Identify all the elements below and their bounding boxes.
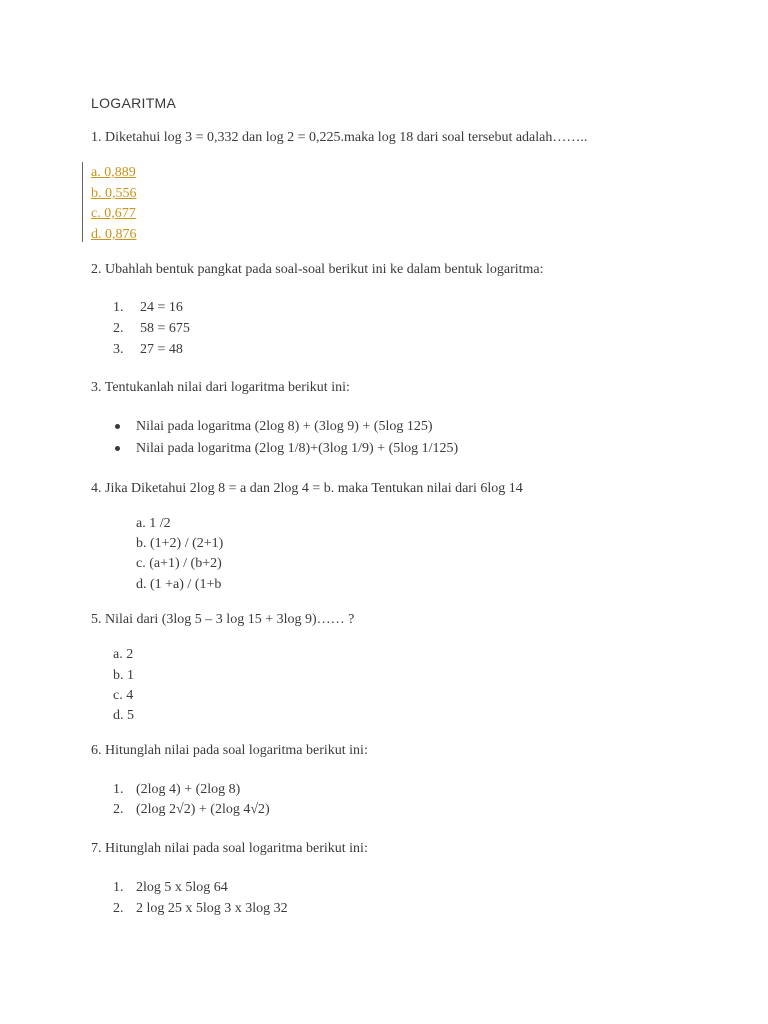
q1-option-c-link[interactable]: c. 0,677: [91, 206, 136, 221]
q2-item-number: 2.: [113, 321, 124, 336]
bullet-icon: [115, 446, 120, 451]
page-title: LOGARITMA: [91, 95, 177, 111]
question-4: 4. Jika Diketahui 2log 8 = a dan 2log 4 = b. maka Tentukan nilai dari 6log 14: [91, 481, 523, 496]
q4-option: c. (a+1) / (b+2): [136, 556, 222, 571]
question-1: 1. Diketahui log 3 = 0,332 dan log 2 = 0,225.maka log 18 dari soal tersebut adalah……..: [91, 130, 588, 145]
q5-option: d. 5: [113, 708, 134, 723]
q4-option: d. (1 +a) / (1+b: [136, 577, 222, 592]
question-7: 7. Hitunglah nilai pada soal logaritma berikut ini:: [91, 841, 368, 856]
q1-option-b-link[interactable]: b. 0,556: [91, 186, 137, 201]
q1-option-a-link[interactable]: a. 0,889: [91, 165, 136, 180]
q4-option: a. 1 /2: [136, 516, 171, 531]
q1-option-d-link[interactable]: d. 0,876: [91, 227, 137, 242]
q2-item: 58 = 675: [140, 321, 190, 336]
q7-item-number: 2.: [113, 901, 124, 916]
q3-item: Nilai pada logaritma (2log 1/8)+(3log 1/9) + (5log 1/125): [136, 441, 459, 456]
q2-item-number: 3.: [113, 342, 124, 357]
q7-item: 2 log 25 x 5log 3 x 3log 32: [136, 901, 288, 916]
q5-option: b. 1: [113, 668, 134, 683]
q5-option: c. 4: [113, 688, 134, 703]
q2-item: 24 = 16: [140, 300, 183, 315]
revision-bar: [82, 162, 83, 242]
q7-item: 2log 5 x 5log 64: [136, 880, 228, 895]
q2-item: 27 = 48: [140, 342, 183, 357]
question-5: 5. Nilai dari (3log 5 – 3 log 15 + 3log 9)…… ?: [91, 612, 355, 627]
q5-option: a. 2: [113, 647, 134, 662]
q6-item-number: 2.: [113, 802, 124, 817]
q2-item-number: 1.: [113, 300, 124, 315]
question-2: 2. Ubahlah bentuk pangkat pada soal-soal berikut ini ke dalam bentuk logaritma:: [91, 262, 544, 277]
q6-item: (2log 4) + (2log 8): [136, 782, 241, 797]
q6-item: (2log 2√2) + (2log 4√2): [136, 802, 270, 817]
q6-item-number: 1.: [113, 782, 124, 797]
question-3: 3. Tentukanlah nilai dari logaritma berikut ini:: [91, 380, 350, 395]
q7-item-number: 1.: [113, 880, 124, 895]
q3-item: Nilai pada logaritma (2log 8) + (3log 9) + (5log 125): [136, 419, 433, 434]
q4-option: b. (1+2) / (2+1): [136, 536, 224, 551]
question-6: 6. Hitunglah nilai pada soal logaritma berikut ini:: [91, 743, 368, 758]
bullet-icon: [115, 424, 120, 429]
